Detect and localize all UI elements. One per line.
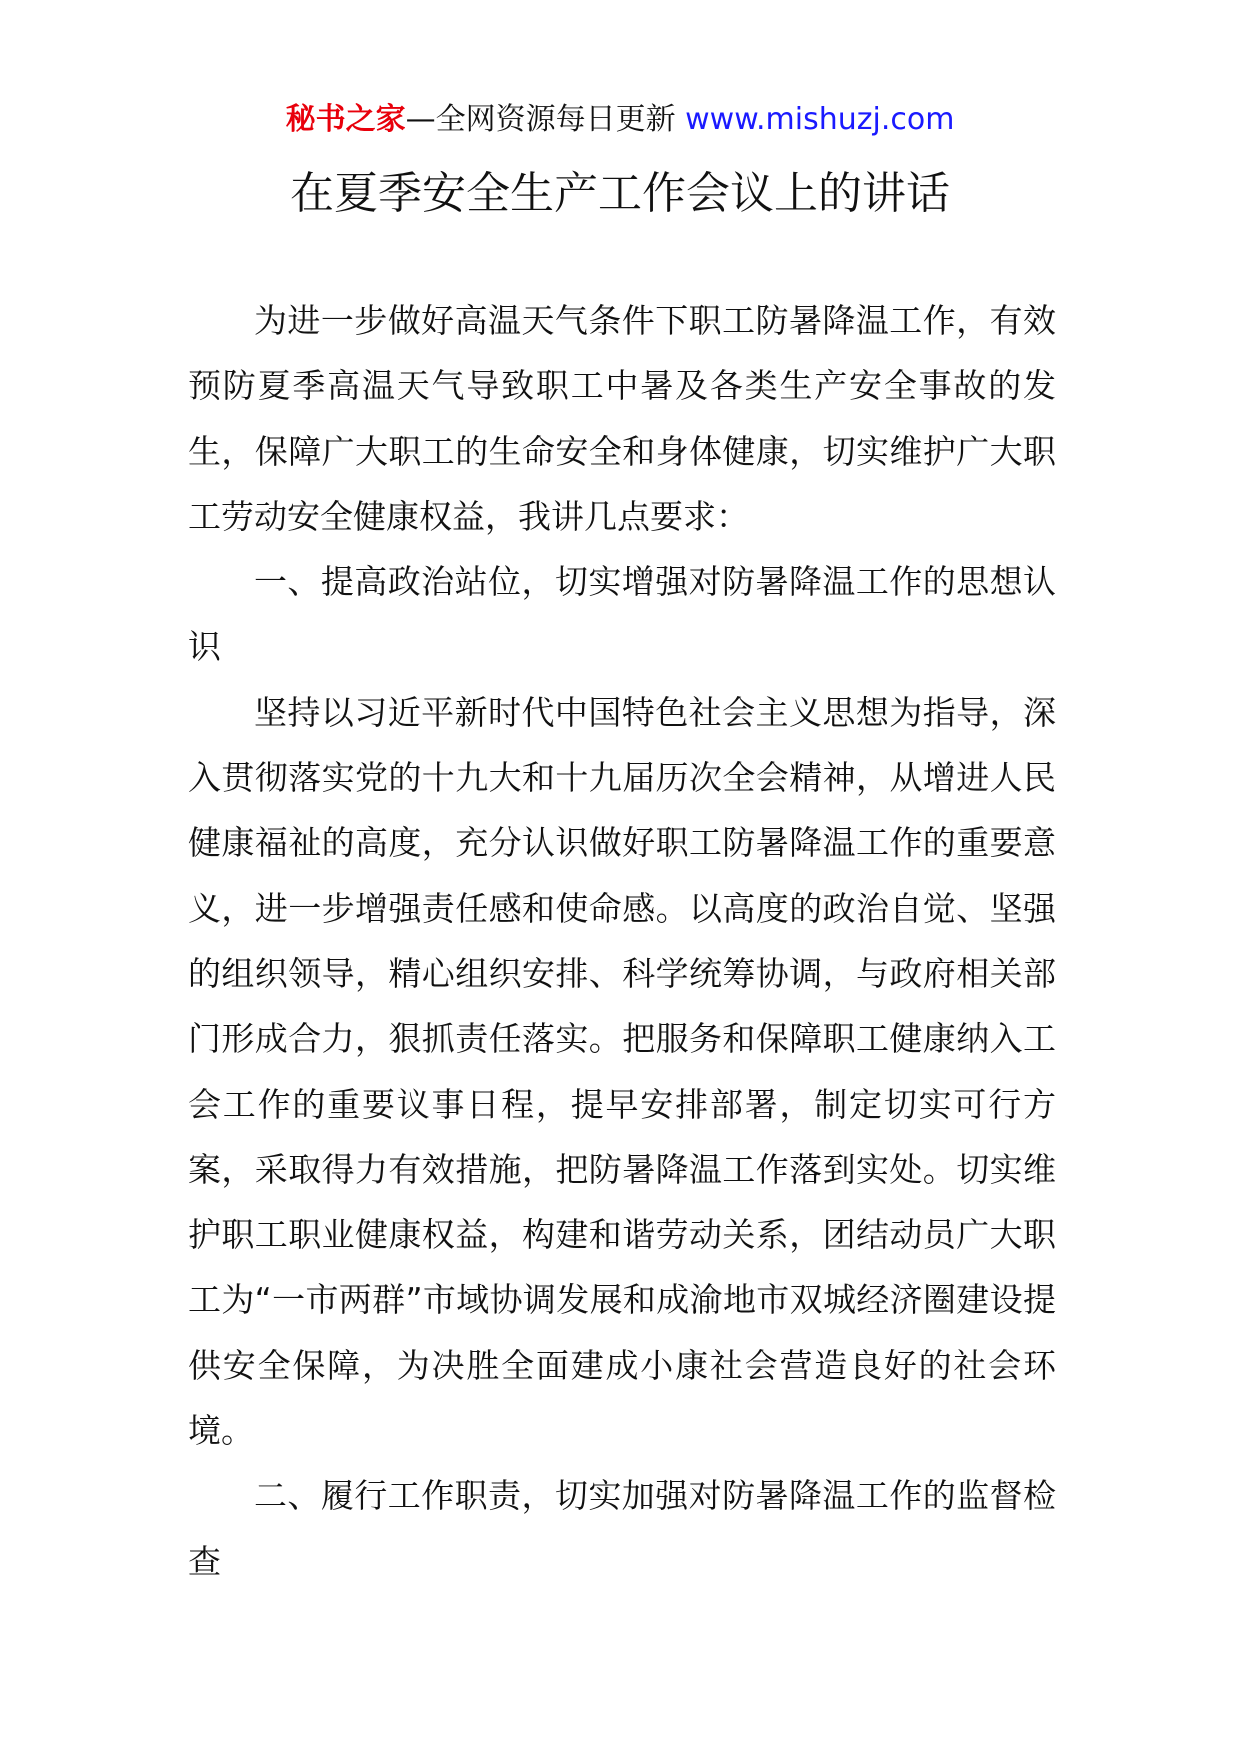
section-heading-2: 二、履行工作职责，切实加强对防暑降温工作的监督检查 <box>188 1476 1056 1581</box>
header-tagline: —全网资源每日更新 <box>405 102 686 137</box>
brand-name: 秘书之家 <box>285 102 406 137</box>
site-header <box>0 98 1240 142</box>
document-title: 在夏季安全生产工作会议上的讲话 <box>290 168 950 219</box>
section-1-paragraph: 坚持以习近平新时代中国特色社会主义思想为指导，深入贯彻落实党的十九大和十九届历次全会精神，从增进人民健康福祉的高度，充分认识做好职工防暑降温工作的重要意义，进一步增强责任感和使命感。以高度的政治自觉、坚强的组织领导，精心组织安排、科学统筹协调，与政府相关部门形成合力，狠抓责任落实。把服务和保障职工健康纳入工会工作的重要议事日程，提早安排部署，制定切实可行方案，采取得力有效措施，把防暑降温工作落到实处。切实维护职工职业健康权益，构建和谐劳动关系，团结动员广大职工为“一市两群”市域协调发展和成渝地市双城经济圈建设提供安全保障，为决胜全面建成小康社会营造良好的社会环境。 <box>188 692 1056 1451</box>
document-body <box>188 288 1056 1594</box>
intro-paragraph: 为进一步做好高温天气条件下职工防暑降温工作，有效预防夏季高温天气导致职工中暑及各类生产安全事故的发生，保障广大职工的生命安全和身体健康，切实维护广大职工劳动安全健康权益，我讲几点要求： <box>188 301 1056 536</box>
section-heading-1: 一、提高政治站位，切实增强对防暑降温工作的思想认识 <box>188 562 1056 667</box>
site-url-link[interactable]: www.mishuzj.com <box>685 102 955 137</box>
